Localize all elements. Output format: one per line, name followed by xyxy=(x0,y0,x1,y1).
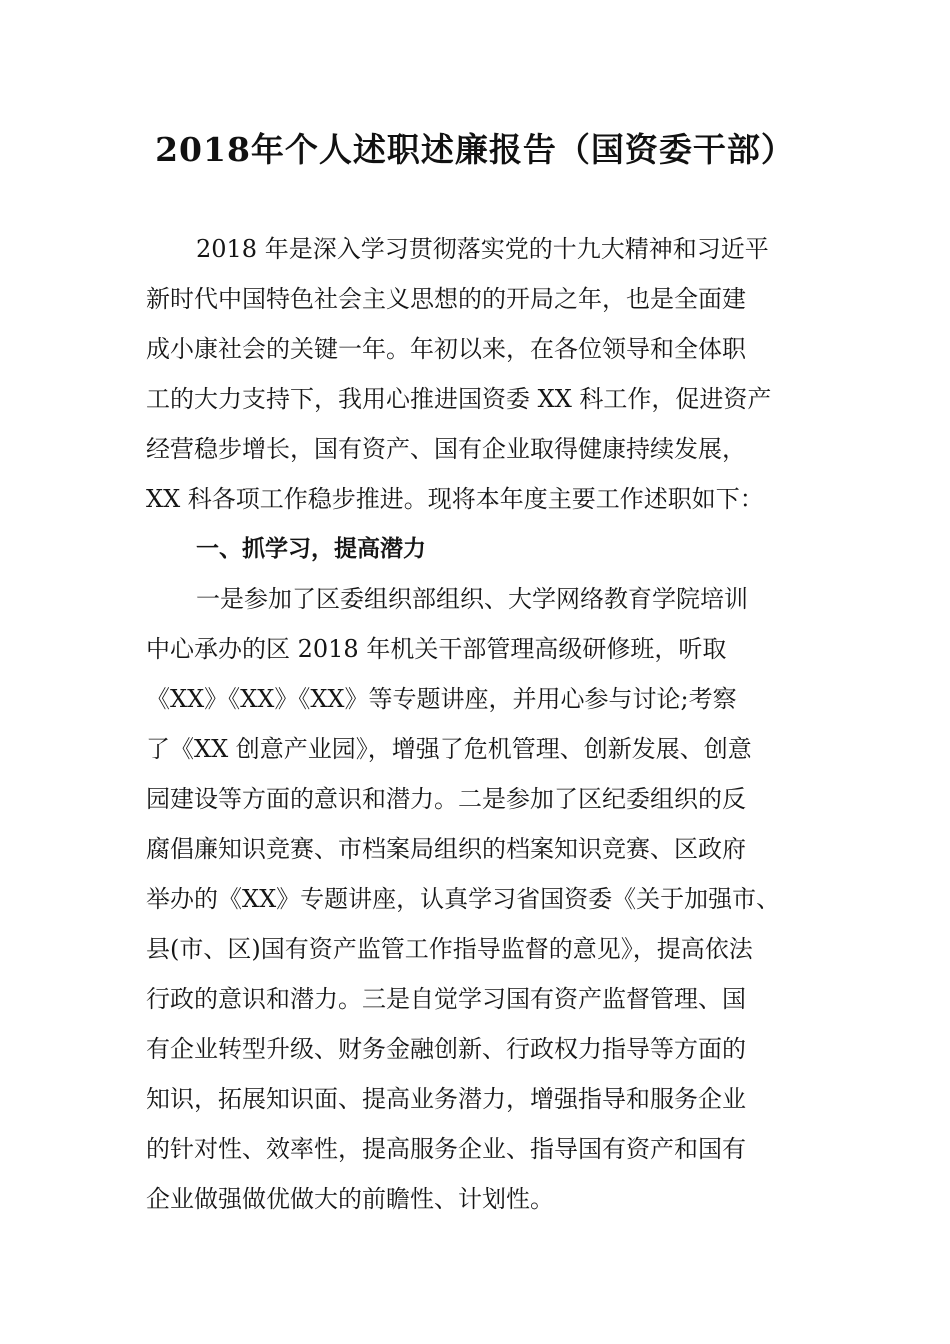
paragraph-line: 腐倡廉知识竞赛、市档案局组织的档案知识竞赛、区政府 xyxy=(146,835,746,863)
paragraph-line: 县(市、区)国有资产监管工作指导监督的意见》，提高依法 xyxy=(146,935,753,963)
paragraph-line: 经营稳步增长，国有资产、国有企业取得健康持续发展， xyxy=(146,435,746,463)
paragraph-line: 新时代中国特色社会主义思想的的开局之年，也是全面建 xyxy=(146,285,746,313)
paragraph-line: XX 科各项工作稳步推进。现将本年度主要工作述职如下： xyxy=(146,485,764,513)
paragraph-line: 中心承办的区 2018 年机关干部管理高级研修班，听取 xyxy=(146,635,727,663)
paragraph-line: 有企业转型升级、财务金融创新、行政权力指导等方面的 xyxy=(146,1035,746,1063)
paragraph-line: 园建设等方面的意识和潜力。二是参加了区纪委组织的反 xyxy=(146,785,746,813)
document-title: 2018年个人述职述廉报告（国资委干部） xyxy=(155,130,795,169)
paragraph-line: 了《XX 创意产业园》，增强了危机管理、创新发展、创意 xyxy=(146,735,752,763)
paragraph-line: 行政的意识和潜力。三是自觉学习国有资产监督管理、国 xyxy=(146,985,746,1013)
paragraph-line: 《XX》《XX》《XX》等专题讲座，并用心参与讨论;考察 xyxy=(146,685,737,713)
paragraph-line: 成小康社会的关键一年。年初以来，在各位领导和全体职 xyxy=(146,335,746,363)
paragraph-line: 2018 年是深入学习贯彻落实党的十九大精神和习近平 xyxy=(196,235,769,263)
paragraph-line: 举办的《XX》专题讲座，认真学习省国资委《关于加强市、 xyxy=(146,885,781,913)
paragraph-line: 知识，拓展知识面、提高业务潜力，增强指导和服务企业 xyxy=(146,1085,746,1113)
paragraph-line: 工的大力支持下，我用心推进国资委 XX 科工作，促进资产 xyxy=(146,385,772,413)
paragraph-line: 的针对性、效率性，提高服务企业、指导国有资产和国有 xyxy=(146,1135,746,1163)
section-heading: 一、抓学习，提高潜力 xyxy=(196,536,426,562)
paragraph-line: 企业做强做优做大的前瞻性、计划性。 xyxy=(146,1185,554,1213)
paragraph-line: 一是参加了区委组织部组织、大学网络教育学院培训 xyxy=(196,585,748,613)
